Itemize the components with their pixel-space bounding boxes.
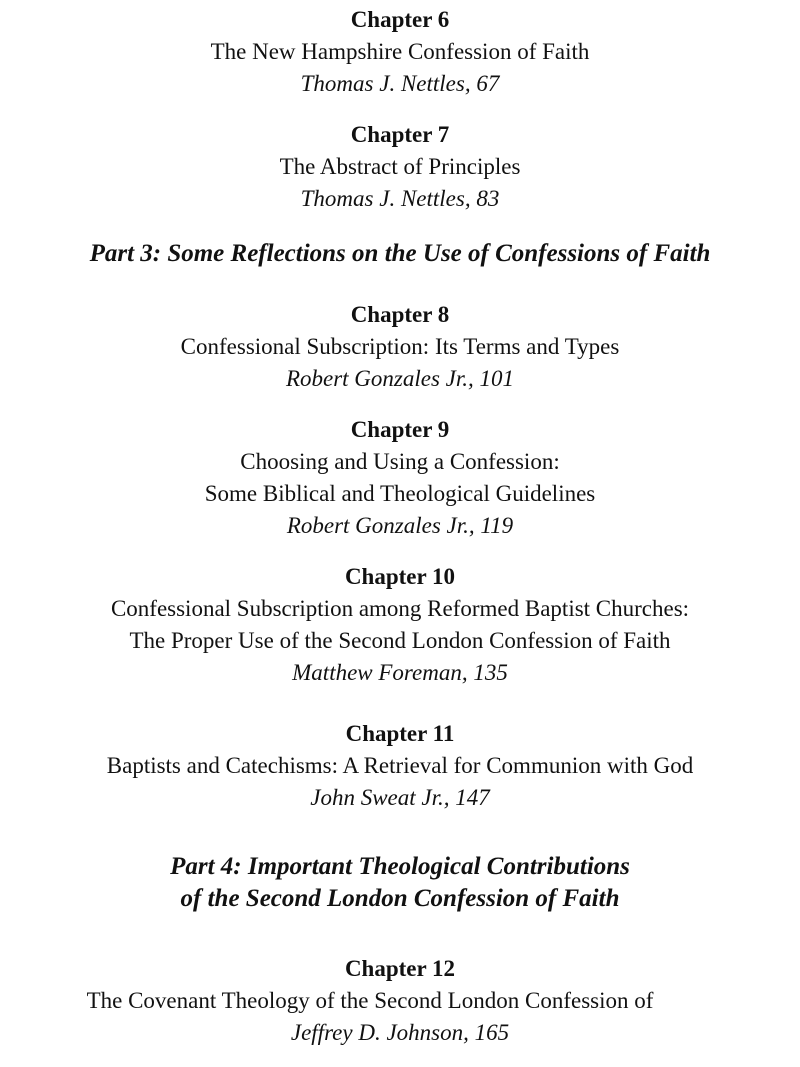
toc-entry-chapter-8 xyxy=(0,299,800,395)
part-heading-line: Part 4: Important Theological Contributions xyxy=(170,853,630,880)
toc-entry-chapter-11 xyxy=(0,718,800,814)
chapter-title: The Covenant Theology of the Second London Confession of xyxy=(86,988,654,1013)
chapter-title: Some Biblical and Theological Guidelines xyxy=(204,481,596,506)
chapter-label: Chapter 8 xyxy=(350,302,450,327)
chapter-label: Chapter 12 xyxy=(344,956,456,981)
toc-entry-chapter-10 xyxy=(0,561,800,689)
chapter-title: The New Hampshire Confession of Faith xyxy=(210,39,590,64)
chapter-author-page: Robert Gonzales Jr., 101 xyxy=(285,366,515,391)
part-heading-line: Part 3: Some Reflections on the Use of Confessions of Faith xyxy=(89,240,711,267)
chapter-title: The Abstract of Principles xyxy=(279,154,521,179)
chapter-label: Chapter 6 xyxy=(350,7,450,32)
chapter-label: Chapter 7 xyxy=(350,122,450,147)
chapter-label: Chapter 9 xyxy=(350,417,450,442)
chapter-label: Chapter 10 xyxy=(344,564,456,589)
part-heading-4 xyxy=(0,851,800,915)
chapter-author-page: Matthew Foreman, 135 xyxy=(292,660,508,685)
toc-entry-chapter-6 xyxy=(0,4,800,100)
chapter-author-page: Thomas J. Nettles, 67 xyxy=(300,71,500,96)
chapter-title: Baptists and Catechisms: A Retrieval for Communion with God xyxy=(106,753,694,778)
chapter-label: Chapter 11 xyxy=(345,721,455,746)
chapter-author-page: John Sweat Jr., 147 xyxy=(310,785,490,810)
chapter-author-page: Jeffrey D. Johnson, 165 xyxy=(290,1020,510,1045)
chapter-title: The Proper Use of the Second London Confession of Faith xyxy=(129,628,671,653)
chapter-author-page: Thomas J. Nettles, 83 xyxy=(300,186,500,211)
part-heading-line: of the Second London Confession of Faith xyxy=(180,885,620,912)
chapter-title: Choosing and Using a Confession: xyxy=(240,449,560,474)
toc-entry-chapter-7 xyxy=(0,119,800,215)
toc-entry-chapter-12 xyxy=(0,953,800,1049)
chapter-author-page: Robert Gonzales Jr., 119 xyxy=(286,513,514,538)
chapter-title: Confessional Subscription: Its Terms and Types xyxy=(180,334,620,359)
toc-entry-chapter-9 xyxy=(0,414,800,542)
chapter-title: Confessional Subscription among Reformed Baptist Churches: xyxy=(110,596,690,621)
part-heading-3 xyxy=(0,238,800,270)
